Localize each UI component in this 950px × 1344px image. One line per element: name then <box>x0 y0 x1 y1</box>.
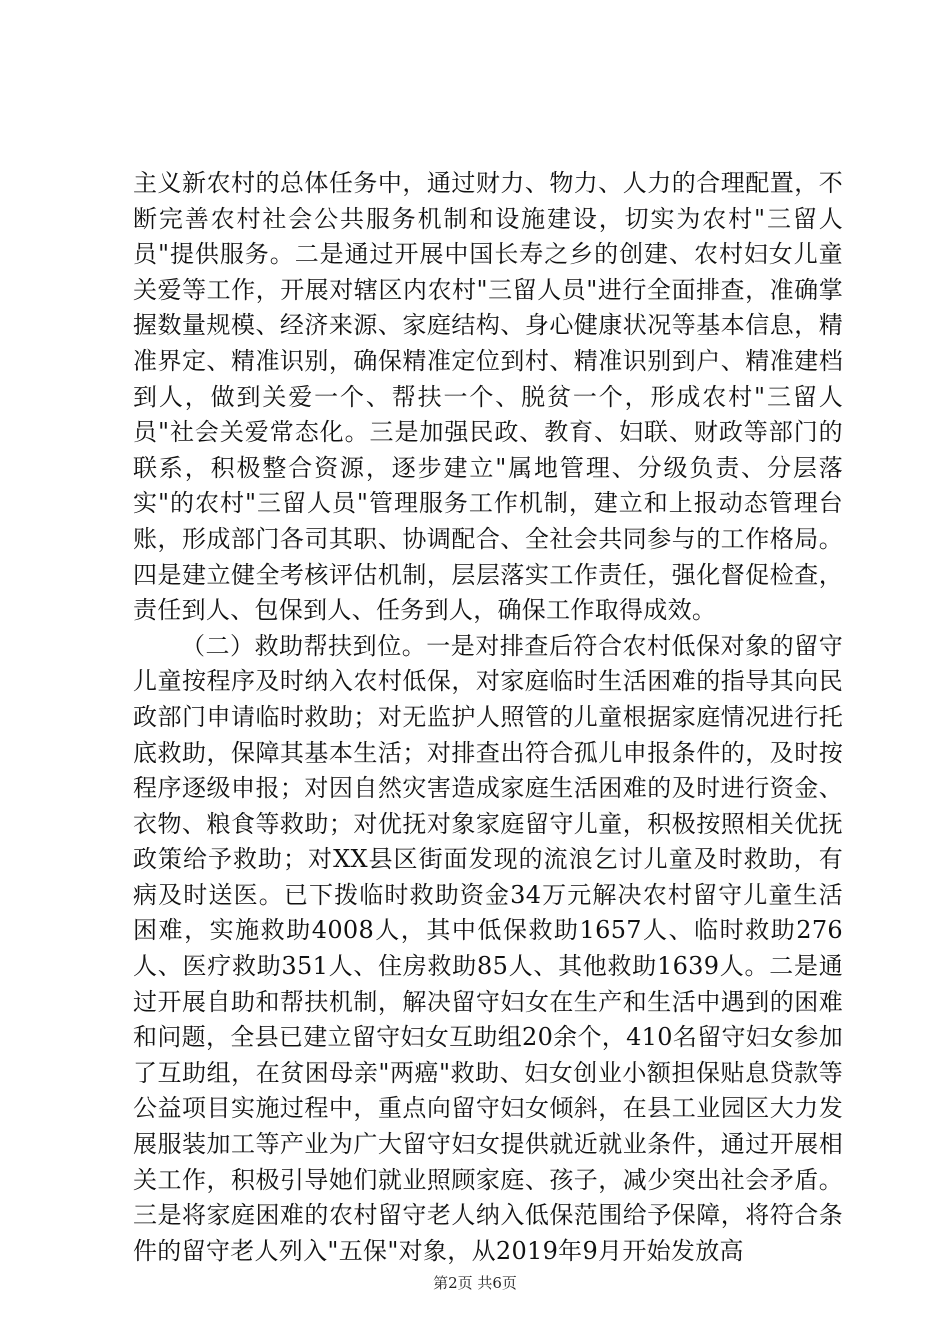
page-footer: 第2页 共6页 <box>433 1274 517 1292</box>
body-text <box>133 166 843 1269</box>
paragraph-rescue-assistance: （二）救助帮扶到位。一是对排查后符合农村低保对象的留守儿童按程序及时纳入农村低保，对家庭临时生活困难的指导其向民政部门申请临时救助；对无监护人照管的儿童根据家庭情况进行托底救助，保障其基本生活；对排查出符合孤儿申报条件的，及时按程序逐级申报；对因自然灾害造成家庭生活困难的及时进行资金、衣物、粮食等救助；对优抚对象家庭留守儿童，积极按照相关优抚政策给予救助；对XX县区街面发现的流浪乞讨儿童及时救助，有病及时送医。已下拨临时救助资金34万元解决农村留守儿童生活困难，实施救助4008人，其中低保救助1657人、临时救助276人、医疗救助351人、住房救助85人、其他救助1639人。二是通过开展自助和帮扶机制，解决留守妇女在生产和生活中遇到的困难和问题，全县已建立留守妇女互助组20余个，410名留守妇女参加了互助组，在贫困母亲"两癌"救助、妇女创业小额担保贴息贷款等公益项目实施过程中，重点向留守妇女倾斜，在县工业园区大力发展服装加工等产业为广大留守妇女提供就近就业条件，通过开展相关工作，积极引导她们就业照顾家庭、孩子，减少突出社会矛盾。三是将家庭困难的农村留守老人纳入低保范围给予保障，将符合条件的留守老人列入"五保"对象，从2019年9月开始发放高 <box>133 631 843 1265</box>
paragraph-continuation: 主义新农村的总体任务中，通过财力、物力、人力的合理配置，不断完善农村社会公共服务机制和设施建设，切实为农村"三留人员"提供服务。二是通过开展中国长寿之乡的创建、农村妇女儿童关爱等工作，开展对辖区内农村"三留人员"进行全面排查，准确掌握数量规模、经济来源、家庭结构、身心健康状况等基本信息，精准界定、精准识别，确保精准定位到村、精准识别到户、精准建档到人，做到关爱一个、帮扶一个、脱贫一个，形成农村"三留人员"社会关爱常态化。三是加强民政、教育、妇联、财政等部门的联系，积极整合资源，逐步建立"属地管理、分级负责、分层落实"的农村"三留人员"管理服务工作机制，建立和上报动态管理台账，形成部门各司其职、协调配合、全社会共同参与的工作格局。四是建立健全考核评估机制，层层落实工作责任，强化督促检查，责任到人、包保到人、任务到人，确保工作取得成效。 <box>133 169 843 625</box>
